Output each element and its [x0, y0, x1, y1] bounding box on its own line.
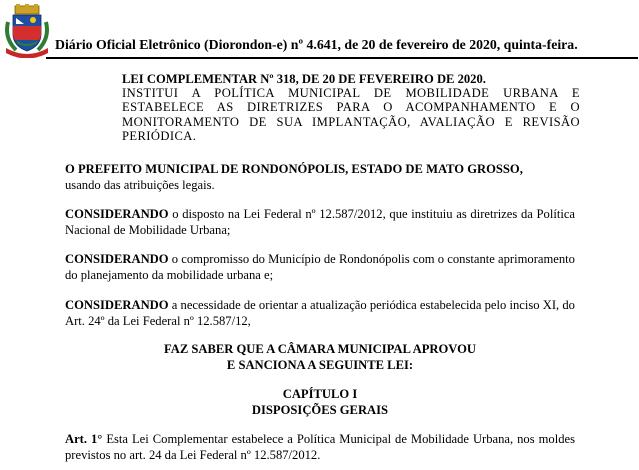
- considerando-paragraph: [65, 206, 575, 238]
- considerando-keyword: CONSIDERANDO: [65, 207, 169, 221]
- gazette-header: [0, 0, 639, 62]
- article-label: Art. 1°: [65, 432, 103, 446]
- enactment-line-2: E SANCIONA A SEGUINTE LEI:: [226, 358, 414, 372]
- chapter-number: CAPÍTULO I: [282, 387, 358, 401]
- chapter-title: DISPOSIÇÕES GERAIS: [251, 403, 389, 417]
- considerando-text: o disposto na Lei Federal nº 12.587/2012, que instituiu as diretrizes da Política Nacional de Mobilidade Urbana;: [65, 207, 575, 237]
- header-divider: [46, 57, 638, 59]
- enactment-clause: [65, 341, 575, 373]
- municipal-coat-of-arms-icon: [2, 4, 52, 58]
- gazette-title: Diário Oficial Eletrônico (Diorondon-e) nº 4.641, de 20 de fevereiro de 2020, quinta-feira.: [55, 37, 578, 52]
- article-text: Esta Lei Complementar estabelece a Política Municipal de Mobilidade Urbana, nos moldes previstos no art. 24 da Lei Federal nº 12.587/2012.: [65, 432, 575, 462]
- considerando-keyword: CONSIDERANDO: [65, 252, 169, 266]
- considerando-text: o compromisso do Município de Rondonópolis com o constante aprimoramento do planejamento da mobilidade urbana e;: [65, 252, 575, 282]
- considerando-keyword: CONSIDERANDO: [65, 298, 169, 312]
- preamble-authority: O PREFEITO MUNICIPAL DE RONDONÓPOLIS, ESTADO DE MATO GROSSO,: [65, 162, 523, 176]
- law-title: LEI COMPLEMENTAR Nº 318, DE 20 DE FEVEREIRO DE 2020.: [122, 72, 486, 86]
- article-1: [65, 431, 575, 463]
- considerando-paragraph: [65, 297, 575, 329]
- considerando-text: a necessidade de orientar a atualização periódica estabelecida pelo inciso XI, do Art. 24º da Lei Federal nº 12.587/12,: [65, 298, 575, 328]
- considerando-paragraph: [65, 251, 575, 283]
- chapter-heading: [65, 386, 575, 418]
- enactment-line-1: FAZ SABER QUE A CÂMARA MUNICIPAL APROVOU: [163, 342, 477, 356]
- preamble: [65, 161, 575, 193]
- law-summary: INSTITUI A POLÍTICA MUNICIPAL DE MOBILIDADE URBANA E ESTABELECE AS DIRETRIZES PARA O ACOMPANHAMENTO E O MONITORAMENTO DE SUA IMPLANTAÇÃO, AVALIAÇÃO E REVISÃO PERIÓDICA.: [122, 86, 580, 143]
- law-heading: [122, 72, 580, 143]
- preamble-usage: usando das atribuições legais.: [65, 178, 215, 192]
